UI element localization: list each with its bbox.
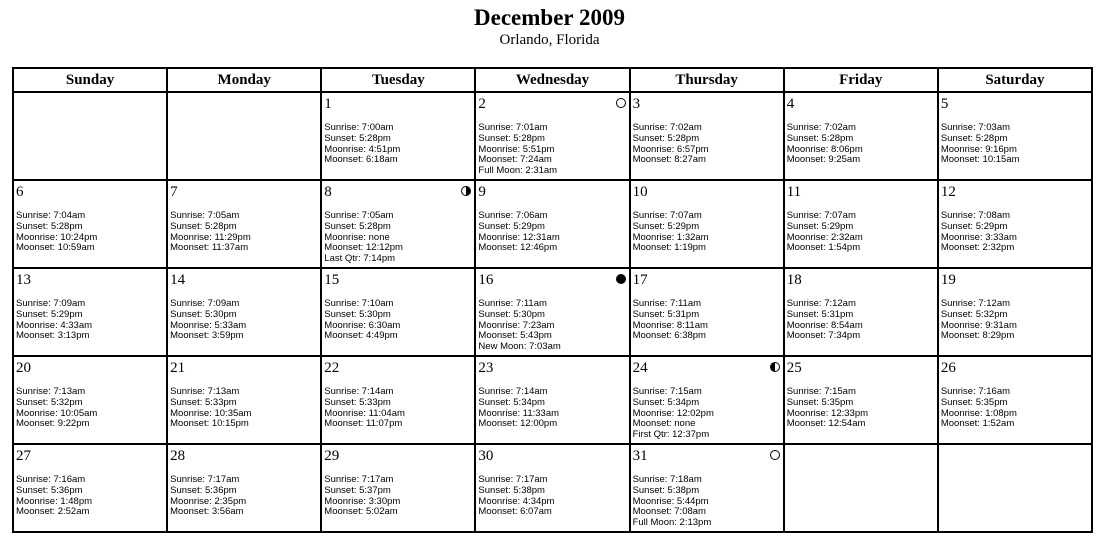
info-line: Sunrise: 7:09am xyxy=(16,298,86,309)
day-cell-content xyxy=(939,93,1091,179)
info-line: Moonrise: 1:32am xyxy=(632,231,709,243)
day-cell-content xyxy=(168,357,320,443)
week-row xyxy=(13,444,1092,532)
day-number: 11 xyxy=(786,184,802,200)
day-cell xyxy=(167,180,321,268)
month-grid xyxy=(12,67,1093,533)
info-line: Sunset: 5:30pm xyxy=(170,308,237,320)
info-line: Sunrise: 7:07am xyxy=(632,210,702,221)
info-line: Sunrise: 7:12am xyxy=(940,298,1011,309)
last-quarter-moon-icon xyxy=(461,186,471,196)
week-row xyxy=(13,356,1092,444)
info-line: Moonrise: 2:32am xyxy=(786,231,863,243)
info-line: Sunset: 5:31pm xyxy=(632,308,700,320)
new-moon-icon xyxy=(616,274,626,284)
day-cell xyxy=(938,92,1092,180)
day-cell xyxy=(475,356,629,444)
info-line: Sunrise: 7:02am xyxy=(632,122,702,133)
info-line: Sunrise: 7:05am xyxy=(324,210,394,221)
info-line: Sunrise: 7:04am xyxy=(16,210,86,221)
day-number: 18 xyxy=(786,272,802,288)
weekday-header-tuesday: Tuesday xyxy=(321,68,475,92)
day-number: 5 xyxy=(940,96,949,112)
info-line: Full Moon: 2:31am xyxy=(478,165,558,177)
day-cell-content xyxy=(939,357,1091,443)
info-line: Moonrise: 10:24pm xyxy=(16,231,98,243)
info-line: Moonset: 4:49pm xyxy=(324,330,398,342)
day-cell xyxy=(13,444,167,532)
info-line: Sunrise: 7:16am xyxy=(940,386,1011,397)
info-line: Moonrise: 12:02pm xyxy=(632,407,714,419)
day-cell xyxy=(938,180,1092,268)
day-astronomy-info xyxy=(478,387,559,430)
info-line: Moonrise: 11:29pm xyxy=(170,231,251,243)
info-line: Moonrise: 10:05am xyxy=(16,407,98,419)
info-line: Moonset: 11:07pm xyxy=(324,418,403,430)
day-cell-content xyxy=(168,269,320,355)
info-line: Moonset: 9:22pm xyxy=(16,418,90,430)
day-cell-content xyxy=(14,357,166,443)
day-cell xyxy=(938,268,1092,356)
info-line: Moonset: 1:19pm xyxy=(632,242,706,254)
info-line: Sunset: 5:36pm xyxy=(170,484,237,496)
info-line: Sunrise: 7:09am xyxy=(170,298,240,309)
day-cell xyxy=(475,444,629,532)
info-line: Full Moon: 2:13pm xyxy=(632,517,712,529)
day-cell xyxy=(13,356,167,444)
day-cell-content xyxy=(631,269,783,355)
info-line: Sunrise: 7:07am xyxy=(786,210,856,221)
info-line: Sunset: 5:28pm xyxy=(324,220,391,232)
day-cell-content xyxy=(476,269,628,355)
info-line: Moonrise: 5:33am xyxy=(170,319,247,331)
info-line: Moonset: 3:56am xyxy=(170,506,244,518)
info-line: Sunrise: 7:00am xyxy=(324,122,394,133)
day-cell xyxy=(321,268,475,356)
day-astronomy-info xyxy=(16,387,97,430)
day-cell-content xyxy=(14,269,166,355)
day-number: 21 xyxy=(170,360,186,376)
day-number: 25 xyxy=(786,360,802,376)
day-astronomy-info xyxy=(170,387,251,430)
info-line: Moonset: 7:34pm xyxy=(786,330,861,342)
info-line: Moonset: 3:59pm xyxy=(170,330,244,342)
info-line: Moonrise: 3:33am xyxy=(940,231,1017,243)
day-astronomy-info xyxy=(324,123,400,166)
day-astronomy-info xyxy=(170,475,246,518)
day-astronomy-info xyxy=(16,211,97,254)
day-number: 9 xyxy=(478,184,486,200)
info-line: Sunrise: 7:10am xyxy=(324,298,394,309)
info-line: Moonrise: 12:33pm xyxy=(786,407,869,419)
info-line: First Qtr: 12:37pm xyxy=(632,429,710,441)
info-line: Moonrise: 2:35pm xyxy=(170,495,247,507)
info-line: Sunrise: 7:13am xyxy=(170,386,240,397)
day-number: 12 xyxy=(940,184,956,200)
day-cell xyxy=(167,356,321,444)
day-cell-content xyxy=(322,357,474,443)
empty-day-cell xyxy=(167,92,321,180)
info-line: Sunrise: 7:14am xyxy=(324,386,394,397)
calendar-location: Orlando, Florida xyxy=(499,32,600,48)
info-line: Moonrise: 6:57pm xyxy=(632,143,709,155)
info-line: Moonrise: 4:34pm xyxy=(478,495,555,507)
day-astronomy-info xyxy=(478,299,560,353)
day-cell xyxy=(630,444,784,532)
day-cell xyxy=(630,268,784,356)
day-astronomy-info xyxy=(478,475,554,518)
day-astronomy-info xyxy=(633,299,708,342)
day-astronomy-info xyxy=(478,211,559,254)
info-line: Sunset: 5:32pm xyxy=(940,308,1008,320)
info-line: Moonset: 10:59am xyxy=(16,242,95,254)
day-cell xyxy=(630,92,784,180)
info-line: Moonrise: 7:23am xyxy=(478,319,555,331)
info-line: Sunset: 5:28pm xyxy=(170,220,237,232)
info-line: Moonset: 11:37am xyxy=(170,242,249,254)
info-line: Moonrise: 9:16pm xyxy=(940,143,1017,155)
day-number: 31 xyxy=(632,448,648,464)
day-number: 24 xyxy=(632,360,648,376)
info-line: Sunset: 5:35pm xyxy=(940,396,1008,408)
day-cell-content xyxy=(476,445,628,531)
info-line: Moonset: 6:38pm xyxy=(632,330,706,342)
day-astronomy-info xyxy=(941,123,1020,166)
day-astronomy-info xyxy=(941,211,1017,254)
info-line: Sunset: 5:29pm xyxy=(632,220,700,232)
day-number: 27 xyxy=(16,448,31,464)
info-line: Sunset: 5:34pm xyxy=(478,396,545,408)
info-line: Moonset: 12:12pm xyxy=(324,242,403,254)
first-quarter-moon-icon xyxy=(770,362,780,372)
info-line: Sunrise: 7:18am xyxy=(632,474,702,485)
day-number: 19 xyxy=(940,272,956,288)
day-number: 16 xyxy=(478,272,494,288)
info-line: Moonrise: 1:08pm xyxy=(940,407,1017,419)
weekday-header-monday: Monday xyxy=(167,68,321,92)
info-line: Sunrise: 7:03am xyxy=(940,122,1011,133)
day-cell xyxy=(13,268,167,356)
info-line: Moonset: 6:07am xyxy=(478,506,552,518)
day-cell-content xyxy=(785,93,937,179)
week-row xyxy=(13,92,1092,180)
day-number: 2 xyxy=(478,96,486,112)
info-line: Sunset: 5:37pm xyxy=(324,484,391,496)
day-astronomy-info xyxy=(787,387,868,430)
day-astronomy-info xyxy=(787,211,863,254)
day-cell-content xyxy=(322,445,474,531)
info-line: Sunset: 5:28pm xyxy=(940,132,1008,144)
day-number: 26 xyxy=(940,360,956,376)
day-cell-content xyxy=(939,181,1091,267)
day-number: 8 xyxy=(324,184,332,200)
day-astronomy-info xyxy=(324,211,403,265)
info-line: Sunrise: 7:05am xyxy=(170,210,240,221)
day-number: 17 xyxy=(632,272,648,288)
full-moon-icon xyxy=(770,450,780,460)
info-line: Sunrise: 7:15am xyxy=(632,386,702,397)
day-cell-content xyxy=(476,357,628,443)
info-line: Moonset: 7:08am xyxy=(632,506,706,518)
info-line: Sunset: 5:30pm xyxy=(478,308,545,320)
day-astronomy-info xyxy=(941,387,1017,430)
day-astronomy-info xyxy=(170,211,251,254)
day-number: 6 xyxy=(16,184,24,200)
info-line: Moonset: 7:24am xyxy=(478,154,552,166)
week-row xyxy=(13,180,1092,268)
day-number: 30 xyxy=(478,448,494,464)
info-line: Moonset: 1:52am xyxy=(940,418,1015,430)
info-line: Moonset: 2:52am xyxy=(16,506,90,518)
info-line: Sunset: 5:35pm xyxy=(786,396,854,408)
day-cell xyxy=(321,444,475,532)
day-cell-content xyxy=(14,181,166,267)
day-number: 29 xyxy=(324,448,340,464)
info-line: Moonrise: 12:31am xyxy=(478,231,560,243)
info-line: Moonset: 2:32pm xyxy=(940,242,1015,254)
info-line: Sunrise: 7:14am xyxy=(478,386,548,397)
day-cell-content xyxy=(785,269,937,355)
info-line: Sunset: 5:34pm xyxy=(632,396,700,408)
info-line: Sunrise: 7:13am xyxy=(16,386,86,397)
info-line: Moonset: 5:43pm xyxy=(478,330,552,342)
info-line: Last Qtr: 7:14pm xyxy=(324,253,396,265)
day-astronomy-info xyxy=(324,387,405,430)
day-cell-content xyxy=(322,269,474,355)
day-number: 4 xyxy=(786,96,795,112)
day-number: 3 xyxy=(632,96,641,112)
info-line: Sunset: 5:33pm xyxy=(324,396,391,408)
day-astronomy-info xyxy=(324,299,400,342)
weekday-header-thursday: Thursday xyxy=(630,68,784,92)
day-cell-content xyxy=(631,357,783,443)
info-line: Moonrise: 9:31am xyxy=(940,319,1017,331)
info-line: Moonrise: 10:35am xyxy=(170,407,252,419)
info-line: Sunset: 5:28pm xyxy=(786,132,854,144)
day-cell xyxy=(784,180,938,268)
day-cell-content xyxy=(322,93,474,179)
info-line: Sunset: 5:32pm xyxy=(16,396,83,408)
info-line: Sunrise: 7:02am xyxy=(786,122,856,133)
day-number: 10 xyxy=(632,184,648,200)
day-astronomy-info xyxy=(633,387,714,441)
weekday-header-wednesday: Wednesday xyxy=(475,68,629,92)
day-number: 23 xyxy=(478,360,494,376)
day-number: 13 xyxy=(16,272,31,288)
info-line: Sunset: 5:28pm xyxy=(16,220,83,232)
day-cell xyxy=(784,268,938,356)
day-cell-content xyxy=(785,357,937,443)
day-cell xyxy=(784,356,938,444)
day-cell-content xyxy=(939,269,1091,355)
info-line: Moonrise: 8:06pm xyxy=(786,143,863,155)
info-line: Sunrise: 7:17am xyxy=(324,474,394,485)
day-astronomy-info xyxy=(16,475,92,518)
empty-day-cell xyxy=(13,92,167,180)
info-line: Sunset: 5:28pm xyxy=(632,132,700,144)
day-cell xyxy=(475,180,629,268)
info-line: Sunrise: 7:12am xyxy=(786,298,856,309)
info-line: Sunset: 5:31pm xyxy=(786,308,854,320)
info-line: Moonset: 10:15pm xyxy=(170,418,249,430)
info-line: Sunrise: 7:06am xyxy=(478,210,548,221)
info-line: Sunset: 5:33pm xyxy=(170,396,237,408)
info-line: Moonset: 3:13pm xyxy=(16,330,90,342)
day-number: 28 xyxy=(170,448,186,464)
day-cell-content xyxy=(631,181,783,267)
day-cell xyxy=(167,268,321,356)
day-cell-content xyxy=(476,93,628,179)
info-line: Sunrise: 7:01am xyxy=(478,122,548,133)
info-line: Moonset: 12:46pm xyxy=(478,242,558,254)
info-line: Moonrise: 3:30pm xyxy=(324,495,401,507)
day-cell xyxy=(321,92,475,180)
day-astronomy-info xyxy=(633,475,712,529)
info-line: Moonrise: 11:33am xyxy=(478,407,560,419)
day-cell xyxy=(938,356,1092,444)
info-line: Moonrise: 8:11am xyxy=(632,319,708,331)
info-line: Sunset: 5:29pm xyxy=(940,220,1008,232)
info-line: Sunset: 5:29pm xyxy=(478,220,545,232)
info-line: Sunrise: 7:16am xyxy=(16,474,86,485)
empty-day-cell xyxy=(938,444,1092,532)
day-astronomy-info xyxy=(324,475,400,518)
calendar-body xyxy=(13,92,1092,532)
info-line: Moonset: 8:27am xyxy=(632,154,706,166)
day-astronomy-info xyxy=(787,123,863,166)
info-line: Moonrise: 8:54am xyxy=(786,319,863,331)
day-astronomy-info xyxy=(170,299,246,342)
day-cell xyxy=(167,444,321,532)
info-line: Sunset: 5:38pm xyxy=(478,484,545,496)
info-line: Sunset: 5:28pm xyxy=(324,132,391,144)
day-number: 20 xyxy=(16,360,31,376)
day-number: 22 xyxy=(324,360,340,376)
info-line: Sunset: 5:30pm xyxy=(324,308,391,320)
day-cell-content xyxy=(785,181,937,267)
day-astronomy-info xyxy=(633,123,709,166)
day-cell-content xyxy=(168,181,320,267)
day-astronomy-info xyxy=(633,211,709,254)
info-line: Sunrise: 7:08am xyxy=(940,210,1011,221)
weekday-header-saturday: Saturday xyxy=(938,68,1092,92)
day-cell xyxy=(475,92,629,180)
day-cell-content xyxy=(476,181,628,267)
day-number: 14 xyxy=(170,272,186,288)
info-line: Moonset: 12:00pm xyxy=(478,418,558,430)
info-line: Moonrise: 6:30am xyxy=(324,319,401,331)
info-line: Moonset: 1:54pm xyxy=(786,242,861,254)
info-line: Moonset: 9:25am xyxy=(786,154,861,166)
day-cell xyxy=(13,180,167,268)
info-line: Moonset: 10:15am xyxy=(940,154,1020,166)
weekday-header-friday: Friday xyxy=(784,68,938,92)
day-cell-content xyxy=(322,181,474,267)
info-line: Sunset: 5:29pm xyxy=(16,308,83,320)
info-line: Moonset: none xyxy=(632,418,696,430)
full-moon-icon xyxy=(616,98,626,108)
day-number: 1 xyxy=(324,96,332,112)
info-line: New Moon: 7:03am xyxy=(478,341,561,353)
day-cell xyxy=(321,356,475,444)
day-cell-content xyxy=(168,445,320,531)
day-cell-content xyxy=(631,445,783,531)
day-cell-content xyxy=(14,445,166,531)
info-line: Sunset: 5:36pm xyxy=(16,484,83,496)
info-line: Sunrise: 7:15am xyxy=(786,386,856,397)
info-line: Moonset: 8:29pm xyxy=(940,330,1015,342)
info-line: Sunrise: 7:17am xyxy=(170,474,240,485)
info-line: Sunset: 5:29pm xyxy=(786,220,854,232)
info-line: Moonset: 6:18am xyxy=(324,154,398,166)
info-line: Moonrise: 11:04am xyxy=(324,407,405,419)
info-line: Sunset: 5:28pm xyxy=(478,132,545,144)
day-astronomy-info xyxy=(478,123,557,177)
calendar-header xyxy=(0,4,1099,49)
day-number: 7 xyxy=(170,184,178,200)
day-cell xyxy=(630,180,784,268)
info-line: Moonrise: 5:51pm xyxy=(478,143,555,155)
empty-day-cell xyxy=(784,444,938,532)
day-cell-content xyxy=(631,93,783,179)
info-line: Moonrise: 5:44pm xyxy=(632,495,709,507)
day-cell xyxy=(475,268,629,356)
info-line: Sunrise: 7:11am xyxy=(478,298,547,309)
day-cell xyxy=(321,180,475,268)
info-line: Moonrise: none xyxy=(324,231,390,243)
weekday-header-sunday: Sunday xyxy=(13,68,167,92)
day-number: 15 xyxy=(324,272,340,288)
info-line: Sunrise: 7:17am xyxy=(478,474,548,485)
day-astronomy-info xyxy=(787,299,863,342)
info-line: Moonrise: 1:48pm xyxy=(16,495,93,507)
info-line: Sunset: 5:38pm xyxy=(632,484,700,496)
week-row xyxy=(13,268,1092,356)
info-line: Moonrise: 4:33am xyxy=(16,319,93,331)
info-line: Sunrise: 7:11am xyxy=(632,298,702,309)
calendar-title: December 2009 xyxy=(474,5,625,30)
weekday-header-row xyxy=(13,68,1092,92)
day-cell xyxy=(784,92,938,180)
day-cell xyxy=(630,356,784,444)
info-line: Moonset: 12:54am xyxy=(786,418,866,430)
info-line: Moonset: 5:02am xyxy=(324,506,398,518)
day-astronomy-info xyxy=(16,299,92,342)
info-line: Moonrise: 4:51pm xyxy=(324,143,401,155)
day-astronomy-info xyxy=(941,299,1017,342)
